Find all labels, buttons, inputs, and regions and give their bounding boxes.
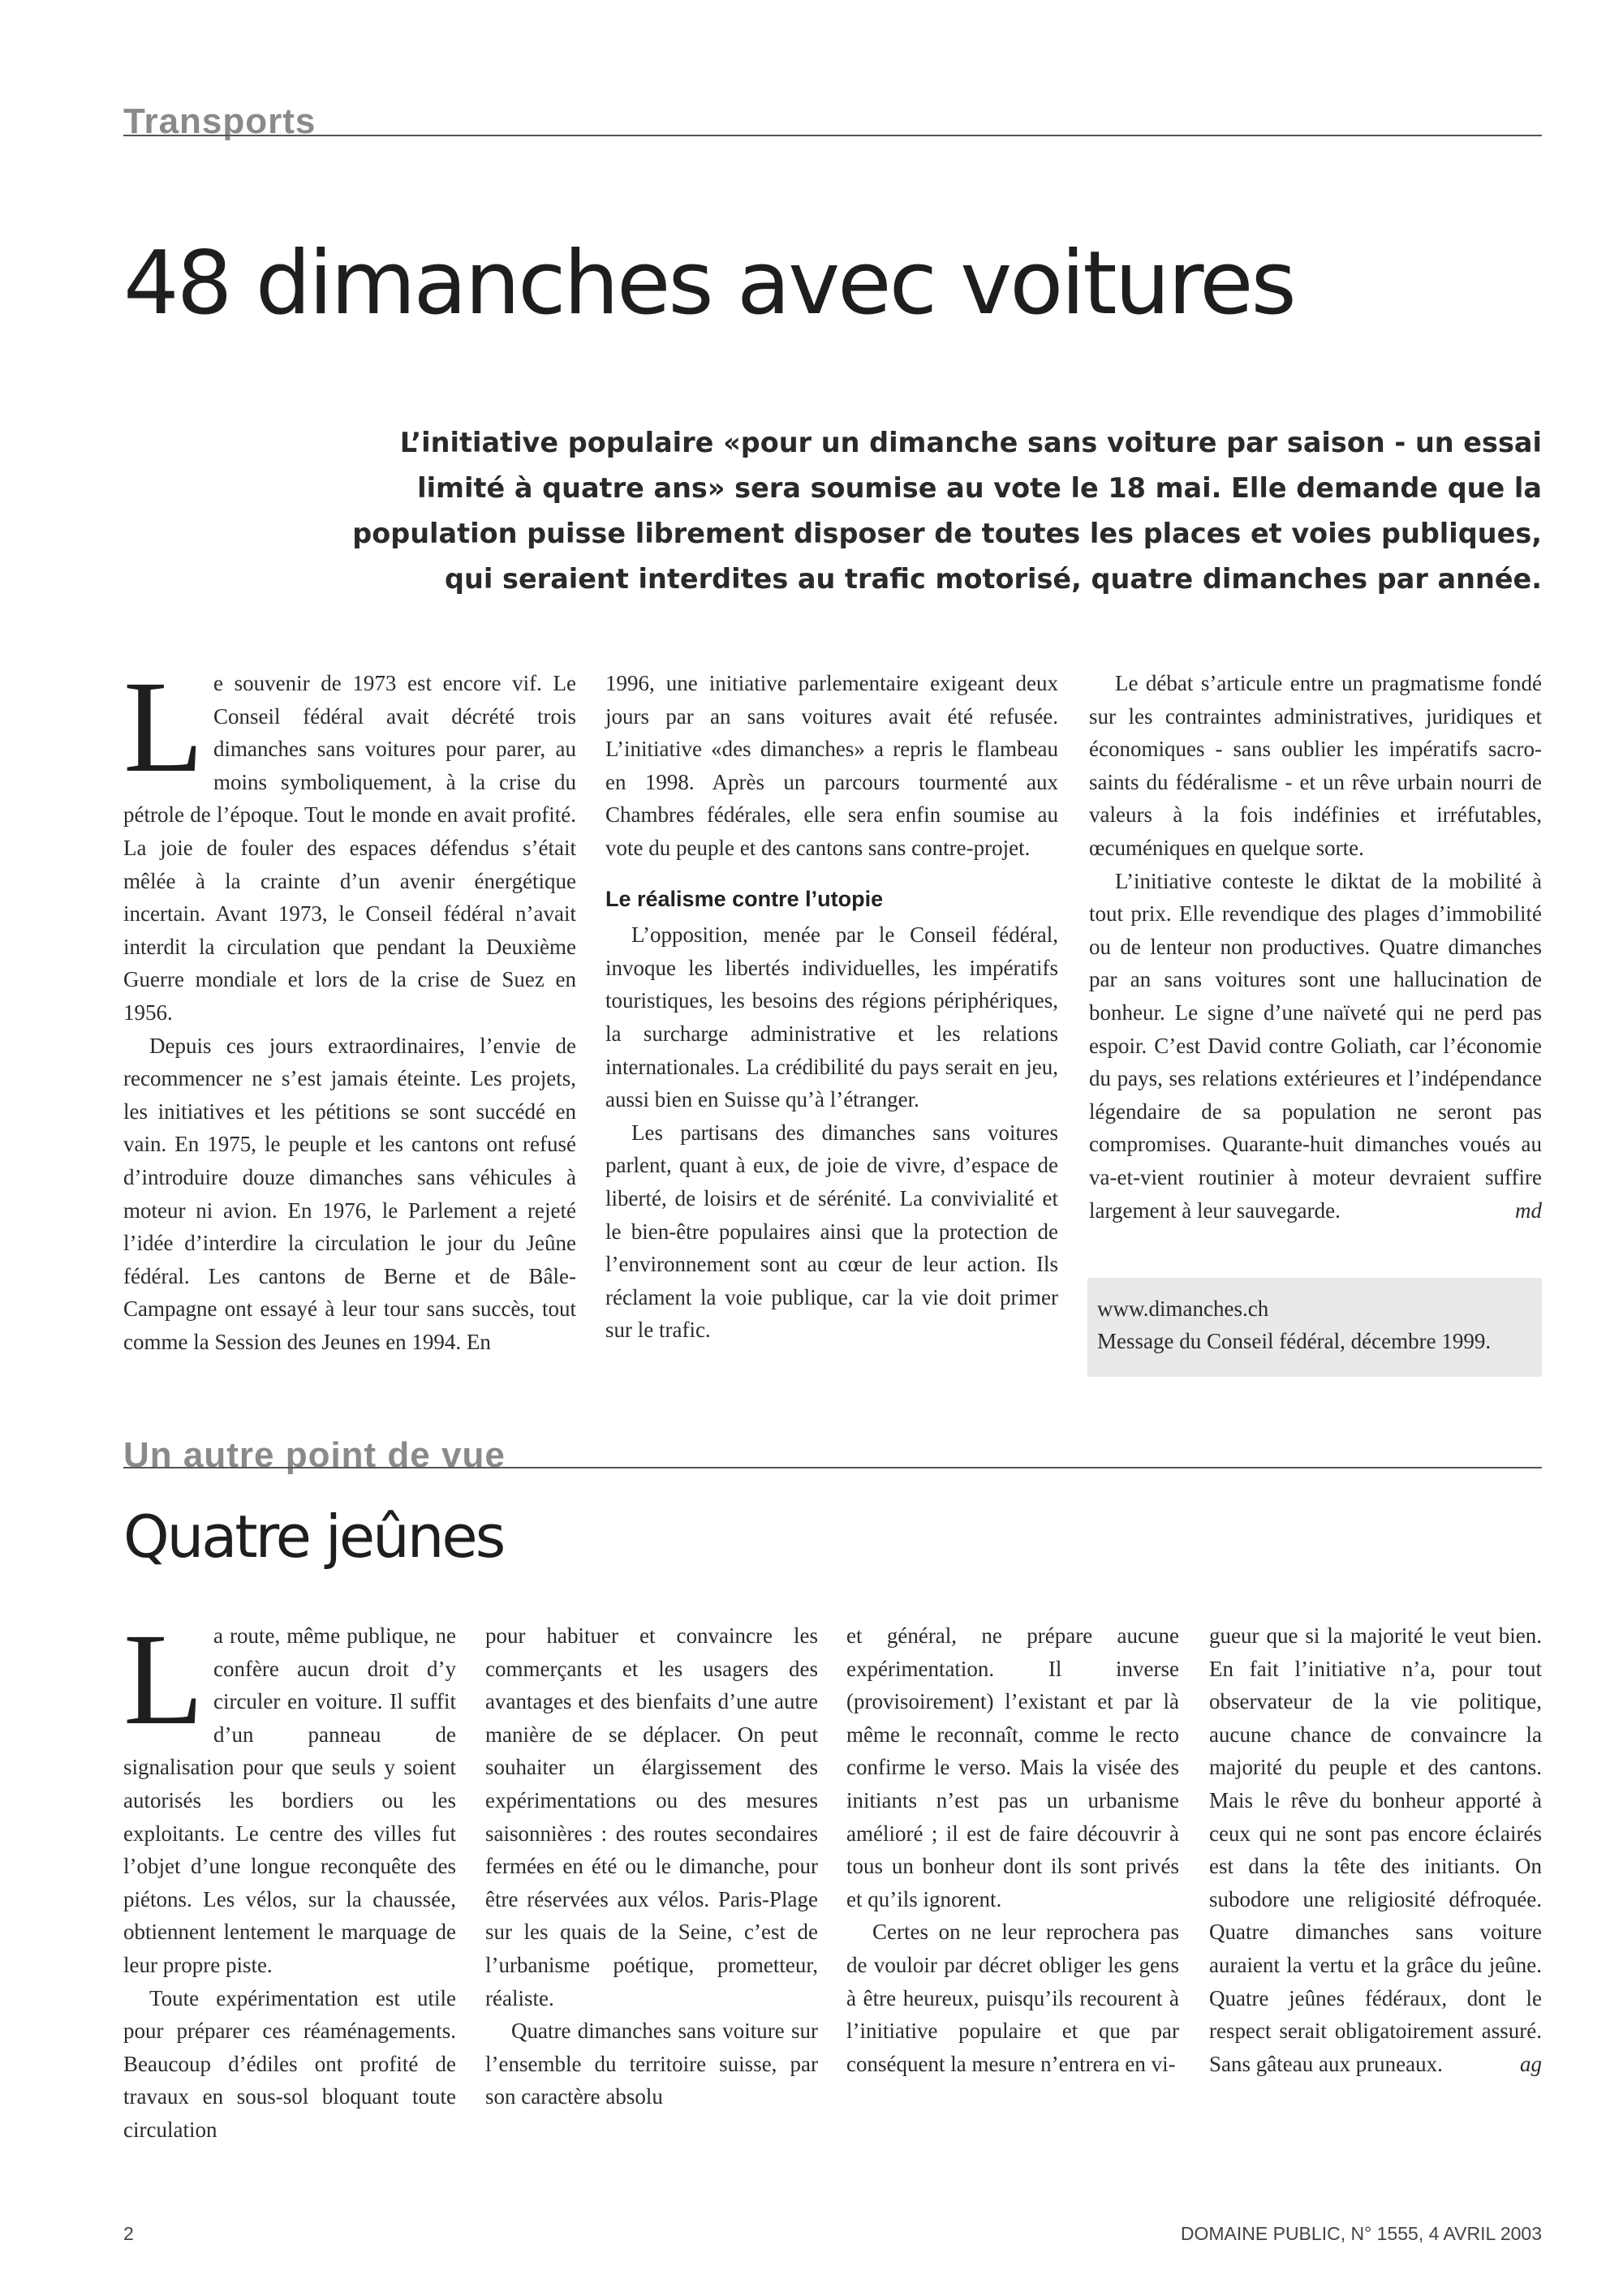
article-title-2: Quatre jeûnes bbox=[123, 1503, 504, 1571]
paragraph: L’initiative conteste le diktat de la mobilité à tout prix. Elle revendique des plages d’immobilité ou de lenteur non productives. Quatre dimanches par an sans voitures sont une hallucination de bonheur. Le signe d’une naïveté qui ne perd pas espoir. C’est David contre Goliath, car l’économie du pays, ses relations extérieures et l’indépendance légendaire de sa population ne seront pas compromises. Quarante-huit dimanches voués au va-et-vient routinier à moteur devraient suffire largement à leur sauvegarde. md bbox=[1089, 865, 1542, 1228]
paragraph: La route, même publique, ne confère aucun droit d’y circuler en voiture. Il suffit d’un panneau de signalisation pour que seuls y soient autorisés les bordiers ou les exploitants. Le centre des villes fut l’objet d’une longue reconquête des piétons. Les vélos, sur la chaussée, obtiennent lentement le marquage de leur propre piste. bbox=[123, 1607, 456, 1977]
paragraph: Le débat s’articule entre un pragmatisme fondé sur les contraintes administratives, juridiques et économiques - sans oublier les impératifs sacro-saints du fédéralisme - et un rêve urbain nourri de valeurs à la fois indéfinies et irréfutables, œcuméniques en quelque sorte. bbox=[1089, 671, 1542, 860]
section-rule bbox=[123, 1467, 1542, 1468]
article-column-1 bbox=[123, 655, 576, 1358]
section-rule bbox=[123, 135, 1542, 136]
info-box bbox=[1087, 1278, 1542, 1377]
paragraph: pour habituer et convaincre les commerçants et les usagers des avantages et des bienfaits d’une autre manière de se déplacer. On peut souhaiter un élargissement des expérimentations ou des mesures saisonnières : des routes secondaires fermées en été ou le dimanche, pour être réservées aux vélos. Paris-Plage sur les quais de la Seine, c’est de l’urbanisme poétique, prometteur, réaliste. bbox=[485, 1623, 818, 2010]
article-column-2 bbox=[605, 667, 1058, 1347]
article2-column-2 bbox=[485, 1619, 818, 2113]
paragraph: Toute expérimentation est utile pour préparer ces réaménagements. Beaucoup d’édiles ont profité de travaux en sous-sol bloquant toute circulation bbox=[123, 1985, 456, 2142]
section-label-transports: Transports bbox=[123, 101, 316, 141]
paragraph: Quatre dimanches sans voiture sur l’ensemble du territoire suisse, par son caractère absolu bbox=[485, 2019, 818, 2109]
subheading: Le réalisme contre l’utopie bbox=[605, 886, 884, 911]
article2-column-4 bbox=[1209, 1619, 1542, 2080]
paragraph: L’opposition, menée par le Conseil fédéral, invoque les libertés individuelles, les impératifs touristiques, les besoins des régions périphériques, la surcharge administrative et les relations internationales. La crédibilité du pays serait en jeu, aussi bien en Suisse qu’à l’étranger. bbox=[605, 922, 1058, 1112]
paragraph: et général, ne prépare aucune expérimentation. Il inverse (provisoirement) l’existant et par là même le reconnaît, comme le recto confirme le verso. Mais la visée des initiants n’est pas un urbanisme amélioré ; il est de faire découvrir à tous un bonheur dont ils sont privés et qu’ils ignorent. bbox=[846, 1623, 1179, 1911]
section-label-point-de-vue: Un autre point de vue bbox=[123, 1435, 506, 1475]
author-signature: ag bbox=[1520, 2051, 1542, 2076]
info-source: Message du Conseil fédéral, décembre 1999. bbox=[1097, 1329, 1492, 1353]
paragraph: Le souvenir de 1973 est encore vif. Le Conseil fédéral avait décrété trois dimanches sans voitures pour parer, au moins symboliquement, à la crise du pétrole de l’époque. Tout le monde en avait profité. La joie de fouler des espaces défendus s’était mêlée à la crainte d’un avenir énergétique incertain. Avant 1973, le Conseil fédéral n’avait interdit la circulation que pendant la Deuxième Guerre mondiale et lors de la crise de Suez en 1956. bbox=[123, 655, 576, 1025]
article-column-3 bbox=[1089, 667, 1542, 1227]
paragraph: Depuis ces jours extraordinaires, l’envie de recommencer ne s’est jamais éteinte. Les projets, les initiatives et les pétitions se sont succédé en vain. En 1975, le peuple et les cantons ont refusé d’introduire douze dimanches sans véhicules à moteur ni avion. En 1976, le Parlement a rejeté l’idée d’interdire la circulation le jour du Jeûne fédéral. Les cantons de Berne et de Bâle-Campagne ont essayé à leur tour sans succès, tout comme la Session des Jeunes en 1994. En bbox=[123, 1033, 576, 1354]
article2-column-1 bbox=[123, 1607, 456, 2147]
article2-column-3 bbox=[846, 1619, 1179, 2080]
article-title: 48 dimanches avec voitures bbox=[123, 233, 1294, 334]
paragraph: gueur que si la majorité le veut bien. En fait l’initiative n’a, pour tout observateur de la vie politique, aucune chance de convaincre la majorité du peuple et des cantons. Mais le rêve du bonheur apporté à ceux qui ne sont pas encore éclairés est dans la tête des initiants. On subodore une religiosité défroquée. Quatre dimanches sans voiture auraient la vertu et la grâce du jeûne. Quatre jeûnes fédéraux, dont le respect serait obligatoirement assuré. Sans gâteau aux pruneaux. ag bbox=[1209, 1619, 1542, 2080]
drop-cap: L bbox=[123, 655, 204, 800]
paragraph: Certes on ne leur reprochera pas de vouloir par décret obliger les gens à être heureux, puisqu’ils recourent à l’initiative populaire et que par conséquent la mesure n’entrera en vi- bbox=[846, 1920, 1179, 2076]
paragraph: Les partisans des dimanches sans voitures parlent, quant à eux, de joie de vivre, d’espace de liberté, de loisirs et de sérénité. La convivialité et le bien-être populaires ainsi que la protection de l’environnement sont au cœur de leur action. Ils réclament la voie publique, car la vie doit primer sur le trafic. bbox=[605, 1120, 1058, 1343]
page-number: 2 bbox=[123, 2223, 134, 2244]
drop-cap: L bbox=[123, 1607, 204, 1752]
article-lead: L’initiative populaire «pour un dimanche sans voiture par saison - un essai limité à quatre ans» sera soumise au vote le 18 mai. Elle demande que la population puisse librement disposer de toutes les places et voies publiques, qui seraient interdites au trafic motorisé, quatre dimanches par année. bbox=[352, 427, 1542, 595]
paragraph: 1996, une initiative parlementaire exigeant deux jours par an sans voitures avait été refusée. L’initiative «des dimanches» a repris le flambeau en 1998. Après un parcours tourmenté aux Chambres fédérales, elle sera enfin soumise au vote du peuple et des cantons sans contre-projet. bbox=[605, 671, 1058, 860]
info-link[interactable]: www.dimanches.ch bbox=[1097, 1296, 1269, 1321]
author-signature: md bbox=[1515, 1197, 1542, 1223]
publication-info: DOMAINE PUBLIC, N° 1555, 4 AVRIL 2003 bbox=[1180, 2223, 1542, 2244]
